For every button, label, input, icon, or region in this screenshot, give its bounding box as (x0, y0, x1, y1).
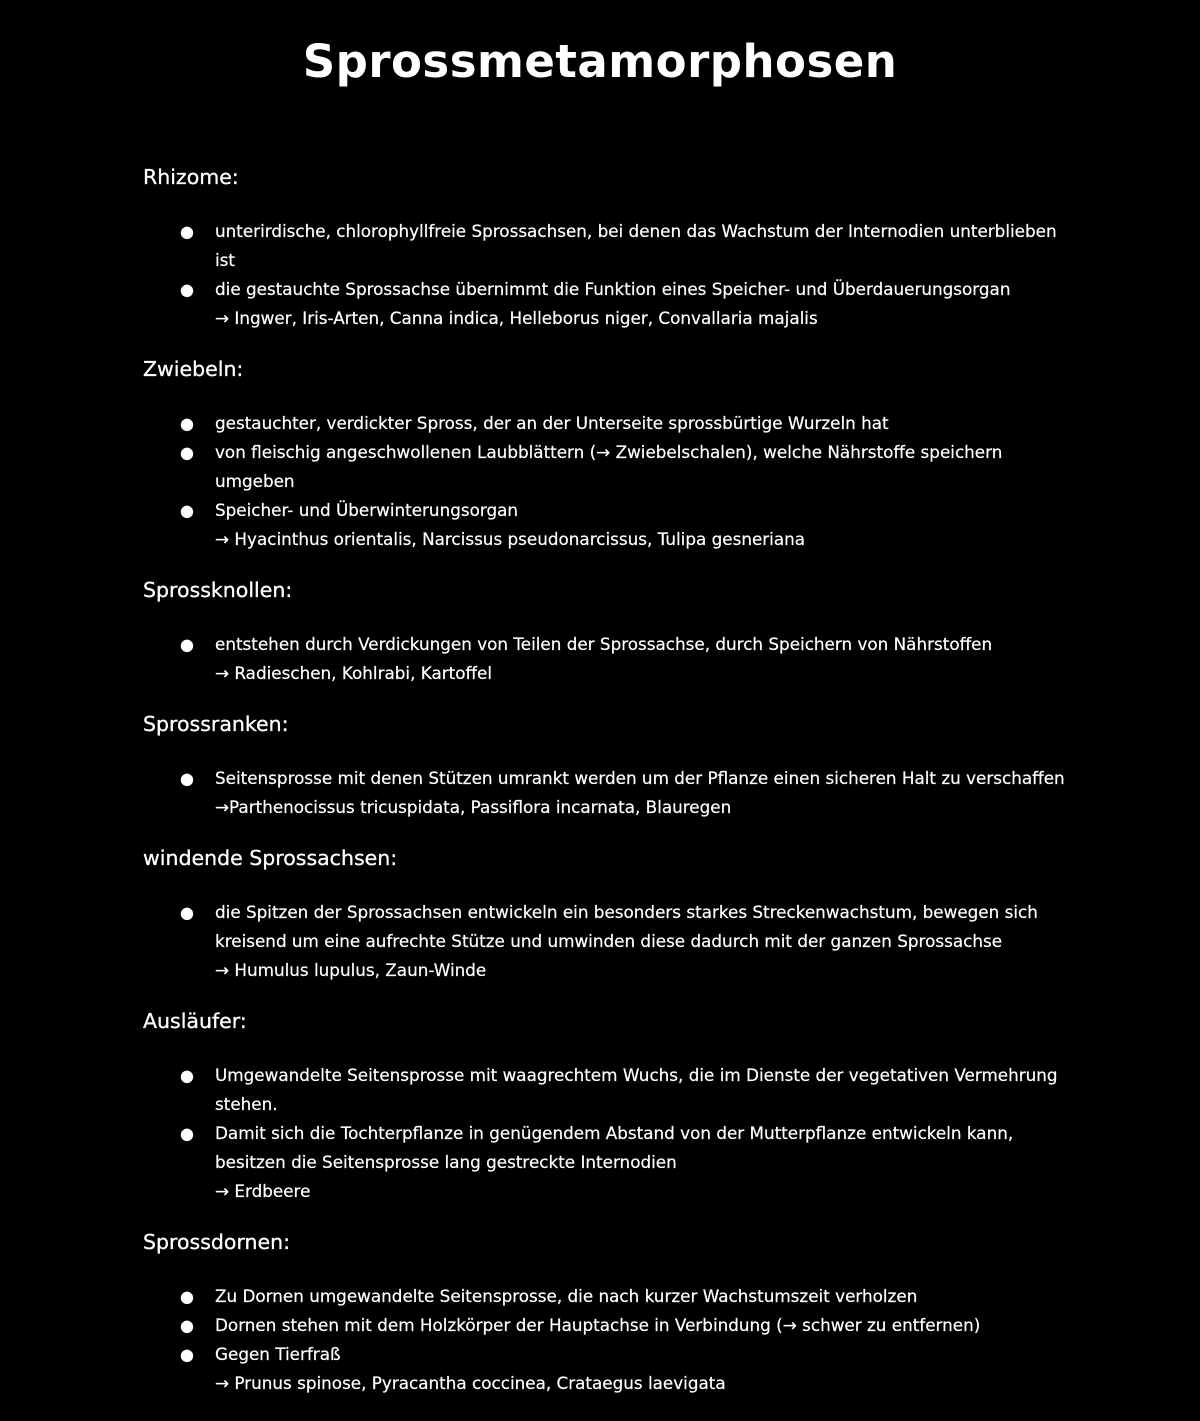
example-text: → Erdbeere (215, 1181, 311, 1201)
list-item (143, 1311, 1073, 1340)
bullet-icon: ● (180, 903, 194, 922)
bullet-list (143, 630, 1073, 688)
document-body (143, 162, 1073, 1398)
list-item (143, 1061, 1073, 1119)
bullet-list (143, 1061, 1073, 1206)
page-title: Sprossmetamorphosen (302, 35, 898, 89)
example-text: → Prunus spinose, Pyracantha coccinea, Crataegus laevigata (215, 1373, 726, 1393)
section-auslaeufer (143, 1006, 1073, 1206)
list-item (143, 217, 1073, 275)
bullet-list (143, 764, 1073, 822)
bullet-list (143, 217, 1073, 333)
item-text: von fleischig angeschwollenen Laubblättern (→ Zwiebelschalen), welche Nährstoffe speichern umgeben (215, 442, 1003, 491)
section-heading: Sprossknollen: (143, 578, 293, 602)
list-item (143, 764, 1073, 822)
section-windende-sprossachsen (143, 843, 1073, 985)
item-text: die gestauchte Sprossachse übernimmt die Funktion eines Speicher- und Überdauerungsorgan (215, 279, 1011, 299)
item-text: Speicher- und Überwinterungsorgan (215, 500, 519, 520)
item-text: Gegen Tierfraß (215, 1344, 341, 1364)
bullet-icon: ● (180, 1066, 194, 1085)
bullet-icon: ● (180, 1316, 194, 1335)
bullet-icon: ● (180, 1287, 194, 1306)
section-heading: Sprossranken: (143, 712, 289, 736)
item-text: Umgewandelte Seitensprosse mit waagrechtem Wuchs, die im Dienste der vegetativen Vermehrung stehen. (215, 1065, 1058, 1114)
section-sprossranken (143, 709, 1073, 822)
item-text: Dornen stehen mit dem Holzkörper der Hauptachse in Verbindung (→ schwer zu entfernen) (215, 1315, 981, 1335)
list-item (143, 275, 1073, 333)
section-heading: Zwiebeln: (143, 357, 244, 381)
bullet-list (143, 1282, 1073, 1398)
list-item (143, 438, 1073, 496)
section-heading: windende Sprossachsen: (143, 846, 398, 870)
bullet-icon: ● (180, 414, 194, 433)
section-heading: Ausläufer: (143, 1009, 247, 1033)
example-text: → Ingwer, Iris-Arten, Canna indica, Helleborus niger, Convallaria majalis (215, 308, 818, 328)
list-item (143, 496, 1073, 554)
bullet-icon: ● (180, 769, 194, 788)
list-item (143, 1340, 1073, 1398)
example-text: → Radieschen, Kohlrabi, Kartoffel (215, 663, 493, 683)
list-item (143, 898, 1073, 985)
example-text: →Parthenocissus tricuspidata, Passiflora incarnata, Blauregen (215, 797, 732, 817)
item-text: Damit sich die Tochterpflanze in genügendem Abstand von der Mutterpflanze entwickeln kann, besitzen die Seitensprosse lang gestreckte Internodien (215, 1123, 1014, 1172)
bullet-icon: ● (180, 1345, 194, 1364)
list-item (143, 630, 1073, 688)
section-sprossdornen (143, 1227, 1073, 1398)
bullet-icon: ● (180, 1124, 194, 1143)
bullet-icon: ● (180, 501, 194, 520)
section-rhizome (143, 162, 1073, 333)
item-text: Zu Dornen umgewandelte Seitensprosse, die nach kurzer Wachstumszeit verholzen (215, 1286, 918, 1306)
section-zwiebeln (143, 354, 1073, 554)
example-text: → Humulus lupulus, Zaun-Winde (215, 960, 487, 980)
item-text: Seitensprosse mit denen Stützen umrankt werden um der Pflanze einen sicheren Halt zu verschaffen (215, 768, 1065, 788)
section-sprossknollen (143, 575, 1073, 688)
bullet-list (143, 898, 1073, 985)
bullet-icon: ● (180, 222, 194, 241)
item-text: die Spitzen der Sprossachsen entwickeln ein besonders starkes Streckenwachstum, bewegen sich kreisend um eine aufrechte Stütze und umwinden diese dadurch mit der ganzen Sprossachse (215, 902, 1038, 951)
bullet-list (143, 409, 1073, 554)
example-text: → Hyacinthus orientalis, Narcissus pseudonarcissus, Tulipa gesneriana (215, 529, 806, 549)
item-text: gestauchter, verdickter Spross, der an der Unterseite sprossbürtige Wurzeln hat (215, 413, 889, 433)
bullet-icon: ● (180, 280, 194, 299)
section-heading: Sprossdornen: (143, 1230, 291, 1254)
bullet-icon: ● (180, 635, 194, 654)
list-item (143, 1119, 1073, 1206)
list-item (143, 1282, 1073, 1311)
section-heading: Rhizome: (143, 165, 239, 189)
item-text: unterirdische, chlorophyllfreie Sprossachsen, bei denen das Wachstum der Internodien unterblieben ist (215, 221, 1057, 270)
list-item (143, 409, 1073, 438)
item-text: entstehen durch Verdickungen von Teilen der Sprossachse, durch Speichern von Nährstoffen (215, 634, 993, 654)
bullet-icon: ● (180, 443, 194, 462)
